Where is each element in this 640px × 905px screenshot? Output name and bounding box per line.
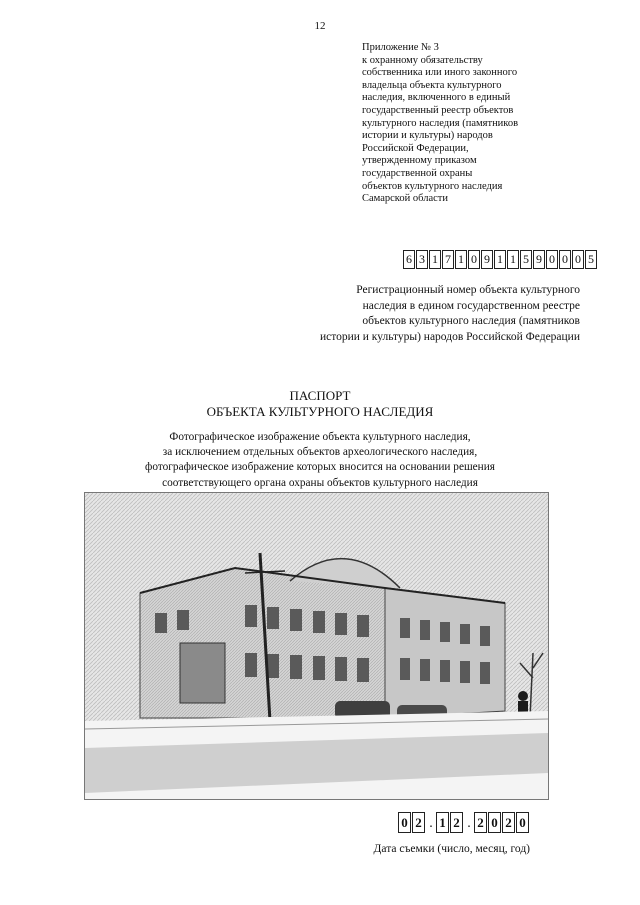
reg-digit: 5 — [520, 250, 532, 269]
date-caption: Дата съемки (число, месяц, год) — [373, 843, 530, 855]
reg-digit: 6 — [403, 250, 415, 269]
appendix-line: объектов культурного наследия — [362, 180, 503, 192]
reg-digit: 5 — [585, 250, 597, 269]
registration-caption — [280, 283, 580, 345]
reg-digit: 0 — [572, 250, 584, 269]
appendix-line: утвержденному приказом — [362, 155, 477, 167]
building-photo-svg — [85, 493, 548, 799]
date-separator: . — [429, 816, 433, 831]
appendix-block — [362, 42, 592, 206]
building-photo — [84, 492, 549, 800]
reg-digit: 1 — [507, 250, 519, 269]
date-digit: 2 — [450, 812, 463, 833]
photo-caption-line: соответствующего органа охраны объектов культурного наследия — [162, 476, 478, 489]
photo-caption-line: фотографическое изображение которых вносится на основании решения — [145, 461, 495, 474]
date-digit: 0 — [516, 812, 529, 833]
appendix-line: Самарской области — [362, 193, 448, 205]
reg-caption-line: наследия в едином государственном реестре — [362, 299, 580, 312]
date-digit: 0 — [398, 812, 411, 833]
passport-title — [0, 388, 640, 420]
reg-digit: 1 — [494, 250, 506, 269]
appendix-line: собственника или иного законного — [362, 67, 518, 79]
reg-digit: 0 — [559, 250, 571, 269]
reg-digit: 9 — [481, 250, 493, 269]
passport-title-line: ПАСПОРТ — [289, 388, 351, 403]
appendix-line: культурного наследия (памятников — [362, 117, 519, 129]
appendix-line: государственной охраны — [362, 167, 473, 179]
reg-digit: 1 — [455, 250, 467, 269]
date-digit: 1 — [436, 812, 449, 833]
photo-caption-line: Фотографическое изображение объекта культурного наследия, — [169, 431, 471, 443]
reg-digit: 7 — [442, 250, 454, 269]
date-digit: 2 — [502, 812, 515, 833]
appendix-line: государственный реестр объектов — [362, 104, 514, 116]
appendix-line: наследия, включенного в единый — [362, 92, 511, 104]
reg-caption-line: объектов культурного наследия (памятников — [362, 315, 580, 327]
reg-caption-line: истории и культуры) народов Российской Федерации — [319, 330, 580, 343]
appendix-line: Российской Федерации, — [362, 142, 469, 154]
date-separator: . — [467, 816, 471, 831]
reg-digit: 0 — [468, 250, 480, 269]
photo-date — [398, 812, 530, 833]
date-digit: 0 — [488, 812, 501, 833]
page-number: 12 — [314, 20, 326, 32]
photo-caption — [0, 430, 640, 491]
appendix-line: владельца объекта культурного — [362, 79, 502, 91]
date-digit: 2 — [474, 812, 487, 833]
reg-digit: 3 — [416, 250, 428, 269]
photo-caption-line: за исключением отдельных объектов археологического наследия, — [162, 446, 478, 459]
reg-digit: 0 — [546, 250, 558, 269]
reg-digit: 9 — [533, 250, 545, 269]
date-digit: 2 — [412, 812, 425, 833]
reg-caption-line: Регистрационный номер объекта культурного — [356, 284, 580, 296]
appendix-line: истории и культуры) народов — [362, 130, 493, 142]
appendix-line: к охранному обязательству — [362, 54, 483, 66]
registration-number — [403, 250, 598, 269]
reg-digit: 1 — [429, 250, 441, 269]
passport-subtitle-line: ОБЪЕКТА КУЛЬТУРНОГО НАСЛЕДИЯ — [206, 404, 434, 419]
appendix-line: Приложение № 3 — [362, 42, 439, 53]
